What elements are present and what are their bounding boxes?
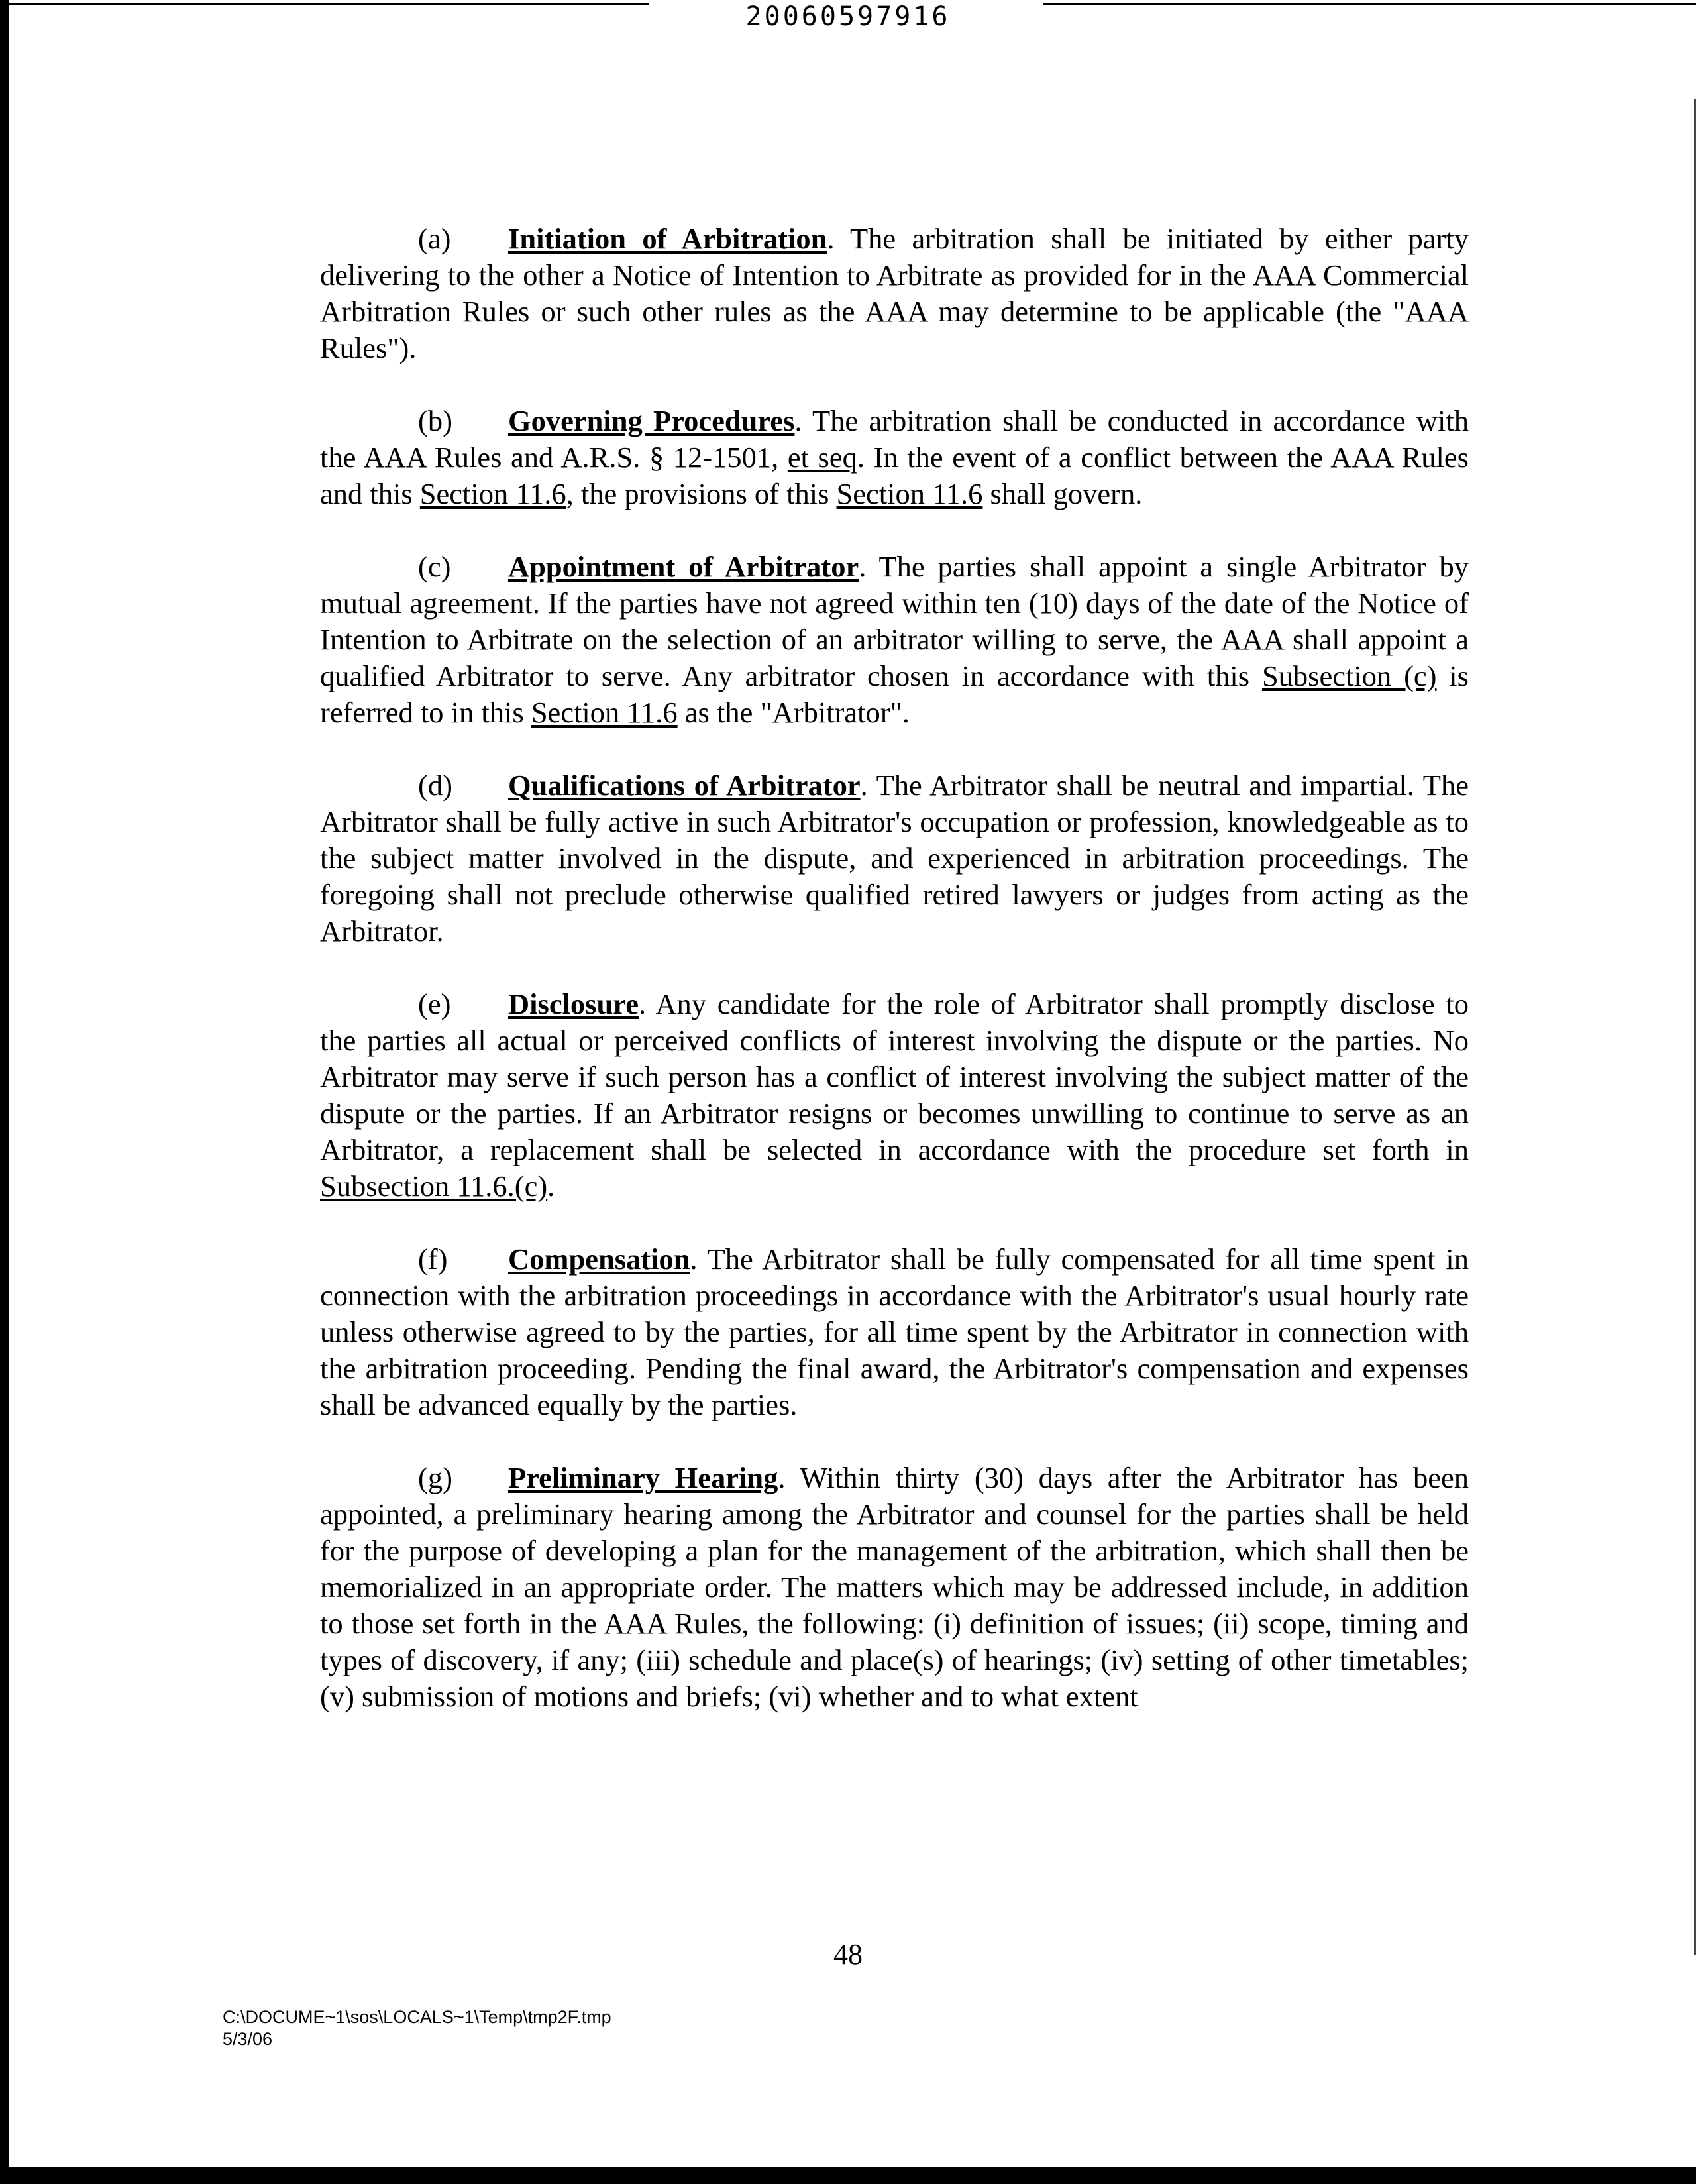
paragraph-b [320, 403, 1469, 512]
paragraph-heading: Preliminary Hearing [508, 1461, 778, 1494]
paragraph-text: . In the event of a conflict between the AAA Rules and this [320, 441, 1469, 510]
footer-date: 5/3/06 [223, 2029, 273, 2049]
document-id: 20060597916 [745, 1, 951, 32]
paragraph-marker: (d) [418, 769, 452, 802]
paragraph-heading: Qualifications of Arbitrator [508, 769, 861, 802]
paragraph-text: . The parties shall appoint a single Arbitrator by mutual agreement. If the parties have not agreed within ten (10) days of the date of the Notice of Intention to Arbitrate on the selection of an arbitrator willing to serve, the AAA shall appoint a qualified Arbitrator to serve. Any arbitrator chosen in accordance with this [320, 550, 1469, 692]
cross-reference: Section 11.6 [419, 477, 566, 510]
paragraph-text: , the provisions of this [566, 477, 837, 510]
cross-reference: et seq [787, 441, 857, 474]
paragraph-e [320, 986, 1469, 1205]
footer-file-path: C:\DOCUME~1\sos\LOCALS~1\Temp\tmp2F.tmp [223, 2007, 611, 2027]
paragraph-text: . Within thirty (30) days after the Arbitrator has been appointed, a preliminary hearing among the Arbitrator and counsel for the parties shall be held for the purpose of developing a plan for the management of the arbitration, which shall then be memorialized in an appropriate order. The matters which may be addressed include, in addition to those set forth in the AAA Rules, the following: (i) definition of issues; (ii) scope, timing and types of discovery, if any; (iii) schedule and place(s) of hearings; (iv) setting of other timetables; (v) submission of motions and briefs; (vi) whether and to what extent [320, 1461, 1469, 1713]
cross-reference: Section 11.6 [531, 696, 678, 729]
paragraph-text: shall govern. [982, 477, 1143, 510]
paragraph-heading: Compensation [508, 1242, 690, 1276]
paragraph-marker: (g) [418, 1461, 452, 1494]
paragraph-heading: Disclosure [508, 987, 639, 1020]
cross-reference: Section 11.6 [836, 477, 983, 510]
paragraph-heading: Initiation of Arbitration [508, 222, 827, 255]
paragraph-text: . The Arbitrator shall be fully compensated for all time spent in connection with the arbitration proceedings in accordance with the Arbitrator's usual hourly rate unless otherwise agreed to by the parties, for all time spent by the Arbitrator in connection with the arbitration proceeding. Pending the final award, the Arbitrator's compensation and expenses shall be advanced equally by the parties. [320, 1242, 1469, 1421]
paragraph-marker: (f) [418, 1242, 448, 1276]
paragraph-d [320, 767, 1469, 950]
paragraph-text: . Any candidate for the role of Arbitrator shall promptly disclose to the parties all actual or perceived conflicts of interest involving the dispute or the parties. No Arbitrator may serve if such person has a conflict of interest involving the subject matter of the dispute or the parties. If an Arbitrator resigns or becomes unwilling to continue to serve as an Arbitrator, a replacement shall be selected in accordance with the procedure set forth in [320, 987, 1469, 1166]
page-number: 48 [833, 1938, 863, 1971]
paragraph-text: is referred to in this [320, 659, 1469, 729]
footer [223, 2006, 611, 2050]
paragraph-marker: (a) [418, 222, 451, 255]
cross-reference: Subsection (c) [1261, 659, 1437, 692]
cross-reference: Subsection 11.6.(c) [320, 1170, 548, 1203]
paragraph-c [320, 549, 1469, 731]
paragraph-heading: Governing Procedures [508, 404, 795, 437]
paragraph-marker: (c) [418, 550, 451, 583]
document-body [320, 221, 1469, 1751]
paragraph-text: as the "Arbitrator". [677, 696, 910, 729]
paragraph-g [320, 1460, 1469, 1715]
scan-edge-left [0, 0, 9, 2184]
paragraph-marker: (e) [418, 987, 451, 1020]
paragraph-marker: (b) [418, 404, 452, 437]
paragraph-f [320, 1241, 1469, 1423]
paragraph-text: . The arbitration shall be conducted in accordance with the AAA Rules and A.R.S. § 12-1501, [320, 404, 1469, 474]
scan-edge-bottom [0, 2167, 1696, 2184]
paragraph-a [320, 221, 1469, 366]
paragraph-text: . [547, 1170, 555, 1203]
paragraph-text: . The arbitration shall be initiated by either party delivering to the other a Notice of Intention to Arbitrate as provided for in the AAA Commercial Arbitration Rules or such other rules as the AAA may determine to be applicable (the "AAA Rules"). [320, 222, 1469, 364]
paragraph-heading: Appointment of Arbitrator [508, 550, 859, 583]
paragraph-text: . The Arbitrator shall be neutral and impartial. The Arbitrator shall be fully active in such Arbitrator's occupation or profession, knowledgeable as to the subject matter involved in the dispute, and experienced in arbitration proceedings. The foregoing shall not preclude otherwise qualified retired lawyers or judges from acting as the Arbitrator. [320, 769, 1469, 948]
